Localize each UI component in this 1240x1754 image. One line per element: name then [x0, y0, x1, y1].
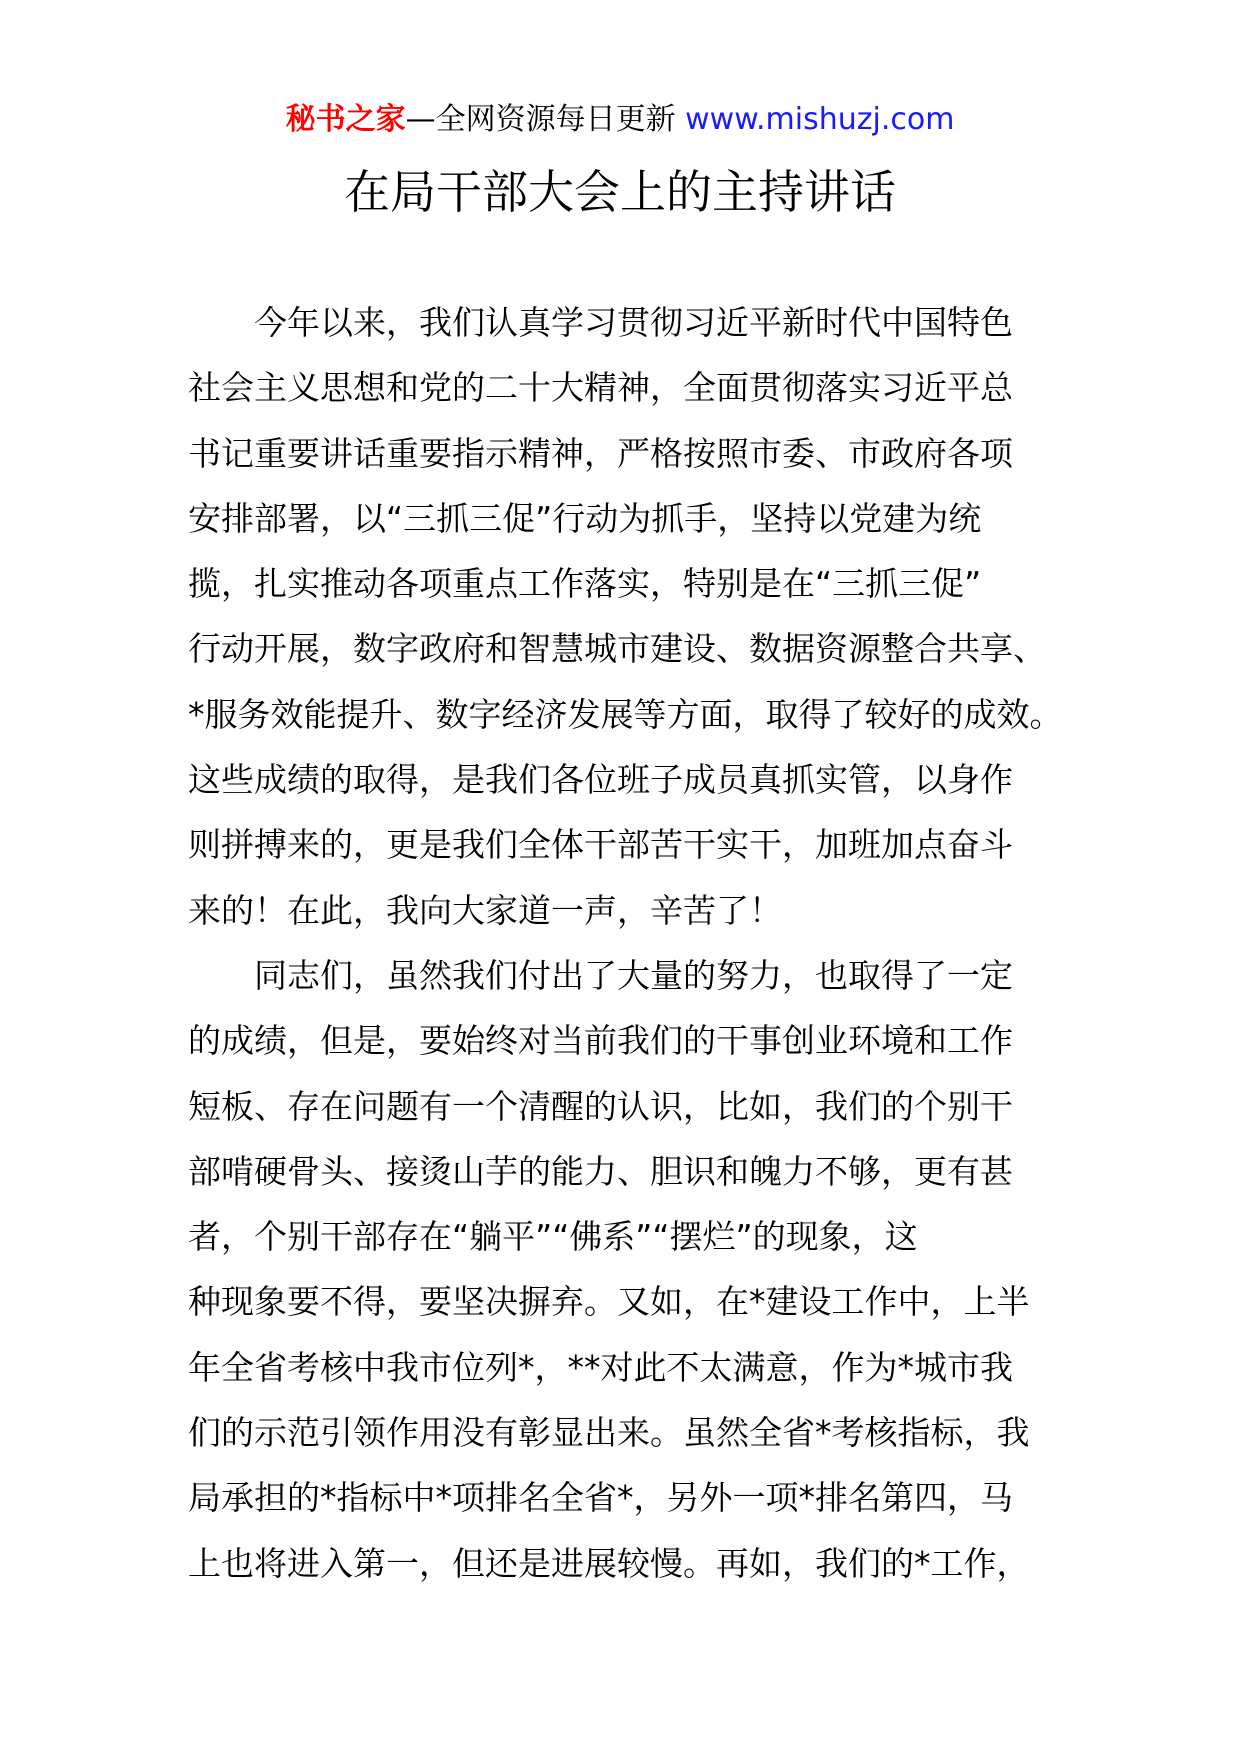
header-slogan: —全网资源每日更新	[405, 102, 676, 137]
text-line: 书记重要讲话重要指示精神，严格按照市委、市政府各项	[188, 433, 1013, 473]
text-line: 这些成绩的取得，是我们各位班子成员真抓实管，以身作	[188, 760, 1013, 800]
text-line: 今年以来，我们认真学习贯彻习近平新时代中国特色	[254, 303, 1013, 342]
document-title: 在局干部大会上的主持讲话	[344, 165, 896, 219]
text-line: 来的！在此，我向大家道一声，辛苦了！	[188, 890, 782, 930]
text-line: 社会主义思想和党的二十大精神，全面贯彻落实习近平总	[188, 368, 1013, 408]
text-line: 局承担的*指标中*项排名全省*，另外一项*排名第四，马	[188, 1478, 1013, 1518]
text-line: 种现象要不得，要坚决摒弃。又如，在*建设工作中，上半	[188, 1282, 1030, 1322]
site-url[interactable]: www.mishuzj.com	[685, 102, 955, 137]
document-body	[188, 290, 1068, 1596]
text-line: 揽，扎实推动各项重点工作落实，特别是在“三抓三促”	[188, 564, 982, 604]
text-line: 部啃硬骨头、接烫山芋的能力、胆识和魄力不够，更有甚	[188, 1151, 1013, 1191]
text-line: 们的示范引领作用没有彰显出来。虽然全省*考核指标，我	[188, 1413, 1030, 1453]
text-line: 同志们，虽然我们付出了大量的努力，也取得了一定	[254, 955, 1013, 995]
text-line: 安排部署，以“三抓三促”行动为抓手，坚持以党建为统	[188, 498, 982, 538]
text-line: *服务效能提升、数字经济发展等方面，取得了较好的成效。	[188, 694, 1063, 734]
text-line: 上也将进入第一，但还是进展较慢。再如，我们的*工作，	[188, 1543, 1030, 1583]
text-line: 的成绩，但是，要始终对当前我们的干事创业环境和工作	[188, 1021, 1013, 1061]
text-line: 者，个别干部存在“躺平”“佛系”“摆烂”的现象，这	[188, 1217, 918, 1257]
text-line: 则拼搏来的，更是我们全体干部苦干实干，加班加点奋斗	[188, 825, 1013, 865]
site-header	[0, 100, 1240, 140]
text-line: 行动开展，数字政府和智慧城市建设、数据资源整合共享、	[188, 629, 1046, 669]
text-line: 年全省考核中我市位列*，**对此不太满意，作为*城市我	[188, 1347, 1013, 1387]
text-line: 短板、存在问题有一个清醒的认识，比如，我们的个别干	[188, 1086, 1013, 1126]
brand-name: 秘书之家	[285, 102, 406, 137]
